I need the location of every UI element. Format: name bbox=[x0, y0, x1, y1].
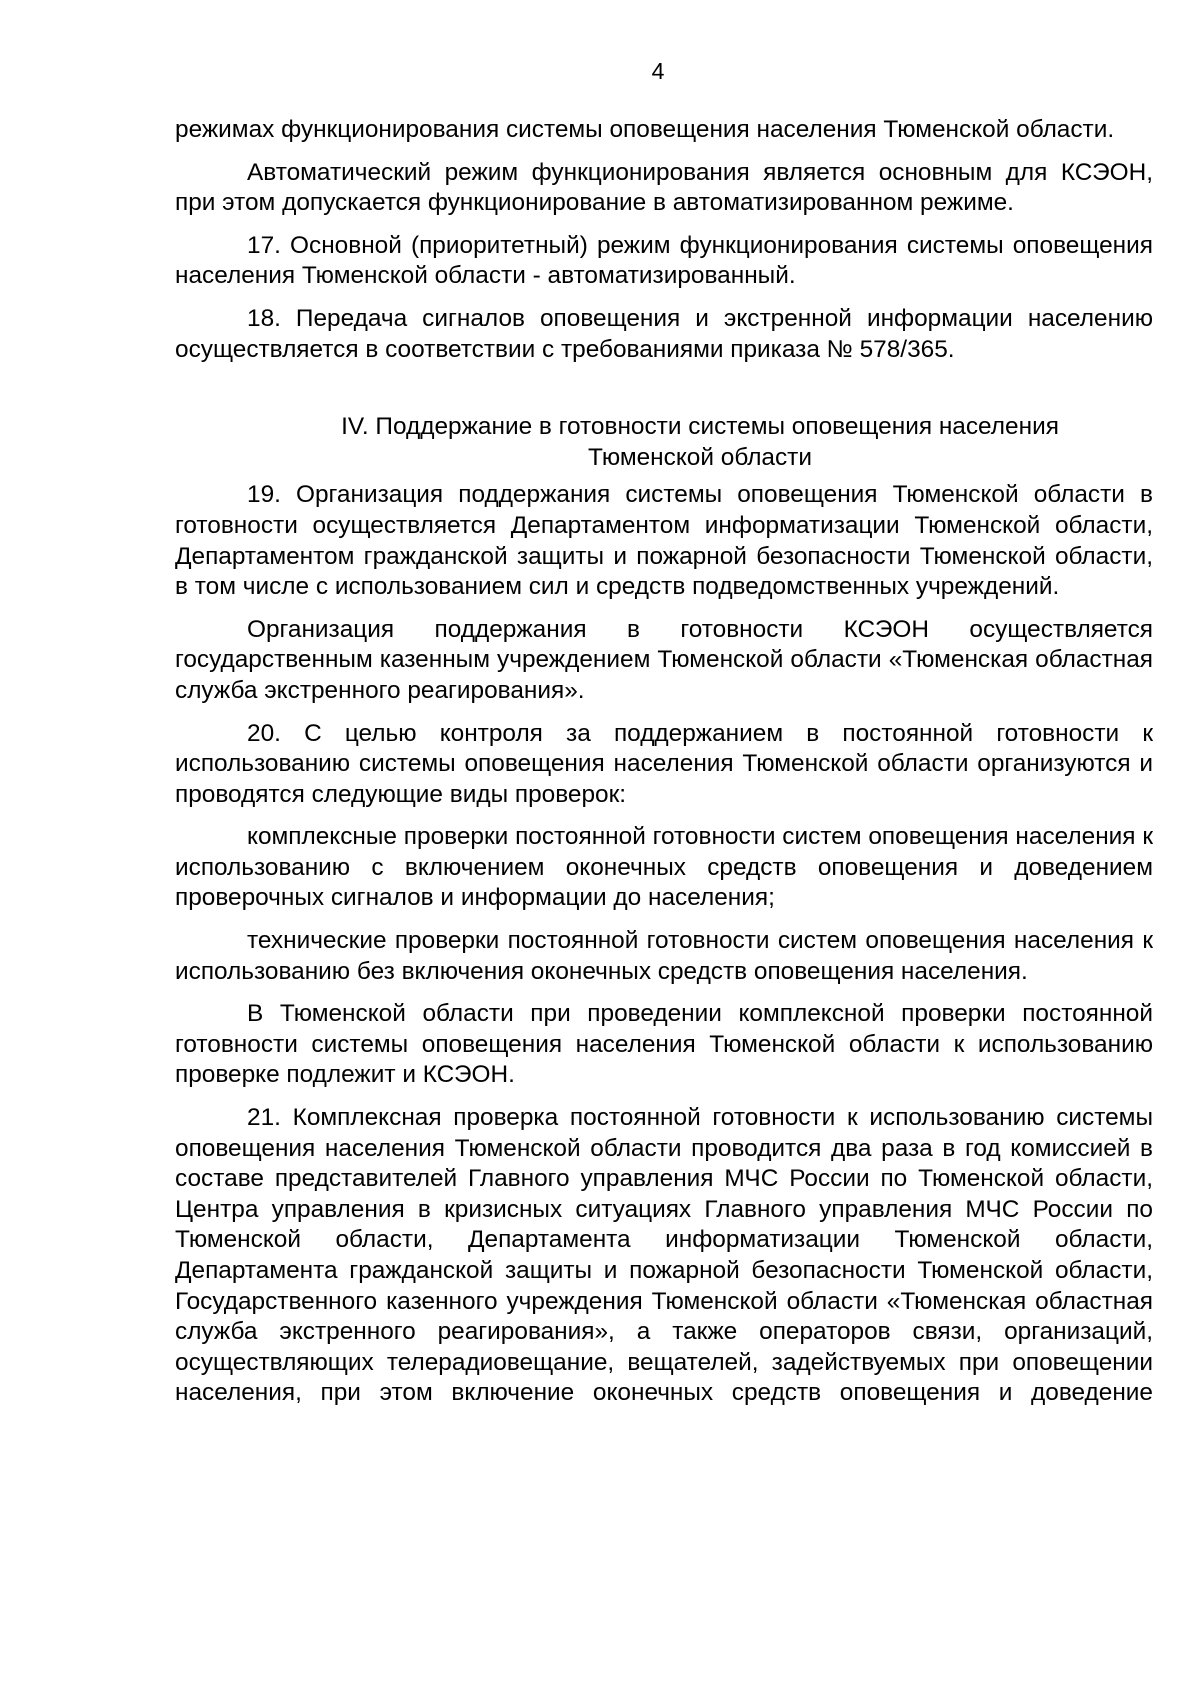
section-heading-line-2: Тюменской области bbox=[588, 443, 812, 471]
paragraph-continuation: режимах функционирования системы оповещения населения Тюменской области. bbox=[175, 116, 1115, 143]
paragraph-automatic-mode: Автоматический режим функционирования является основным для КСЭОН, при этом допускается функционирование в автоматизированном режиме. bbox=[175, 158, 1153, 217]
document-body bbox=[175, 115, 1153, 1421]
section-heading bbox=[175, 412, 1153, 473]
section-heading-line-1: IV. Поддержание в готовности системы оповещения населения bbox=[341, 413, 1059, 441]
paragraph-21: 21. Комплексная проверка постоянной готовности к использованию системы оповещения населения Тюменской области проводится два раза в год комиссией в составе представителей Главного управления МЧС России по Тюменской области, Центра управления в кризисных ситуациях Главного управления МЧС России по Тюменской области, Департамента информатизации Тюменской области, Департамента гражданской защиты и пожарной безопасности Тюменской области, Государственного казенного учреждения Тюменской области «Тюменская областная служба экстренного реагирования», а также операторов связи, организаций, осуществляющих телерадиовещание, вещателей, задействуемых при оповещении населения, при этом включение оконечных средств оповещения и доведение bbox=[175, 1104, 1153, 1407]
paragraph-tyumen-region-check: В Тюменской области при проведении комплексной проверки постоянной готовности системы оповещения населения Тюменской области к использованию проверке подлежит и КСЭОН. bbox=[175, 1000, 1153, 1089]
paragraph-19: 19. Организация поддержания системы оповещения Тюменской области в готовности осуществляется Департаментом информатизации Тюменской области, Департаментом гражданской защиты и пожарной безопасности Тюменской области, в том числе с использованием сил и средств подведомственных учреждений. bbox=[175, 481, 1153, 601]
paragraph-technical-checks: технические проверки постоянной готовности систем оповещения населения к использованию без включения оконечных средств оповещения населения. bbox=[175, 927, 1153, 985]
paragraph-20: 20. С целью контроля за поддержанием в постоянной готовности к использованию системы оповещения населения Тюменской области организуются и проводятся следующие виды проверок: bbox=[175, 719, 1153, 808]
page-number: 4 bbox=[651, 58, 665, 84]
paragraph-complex-checks: комплексные проверки постоянной готовности систем оповещения населения к использованию с включением оконечных средств оповещения и доведением проверочных сигналов и информации до населения; bbox=[175, 823, 1153, 912]
paragraph-18: 18. Передача сигналов оповещения и экстренной информации населению осуществляется в соответствии с требованиями приказа № 578/365. bbox=[175, 304, 1153, 363]
paragraph-ksaeon-organization: Организация поддержания в готовности КСЭОН осуществляется государственным казенным учреждением Тюменской области «Тюменская областная служба экстренного реагирования». bbox=[175, 615, 1153, 704]
paragraph-17: 17. Основной (приоритетный) режим функционирования системы оповещения населения Тюменской области - автоматизированный. bbox=[175, 231, 1153, 290]
